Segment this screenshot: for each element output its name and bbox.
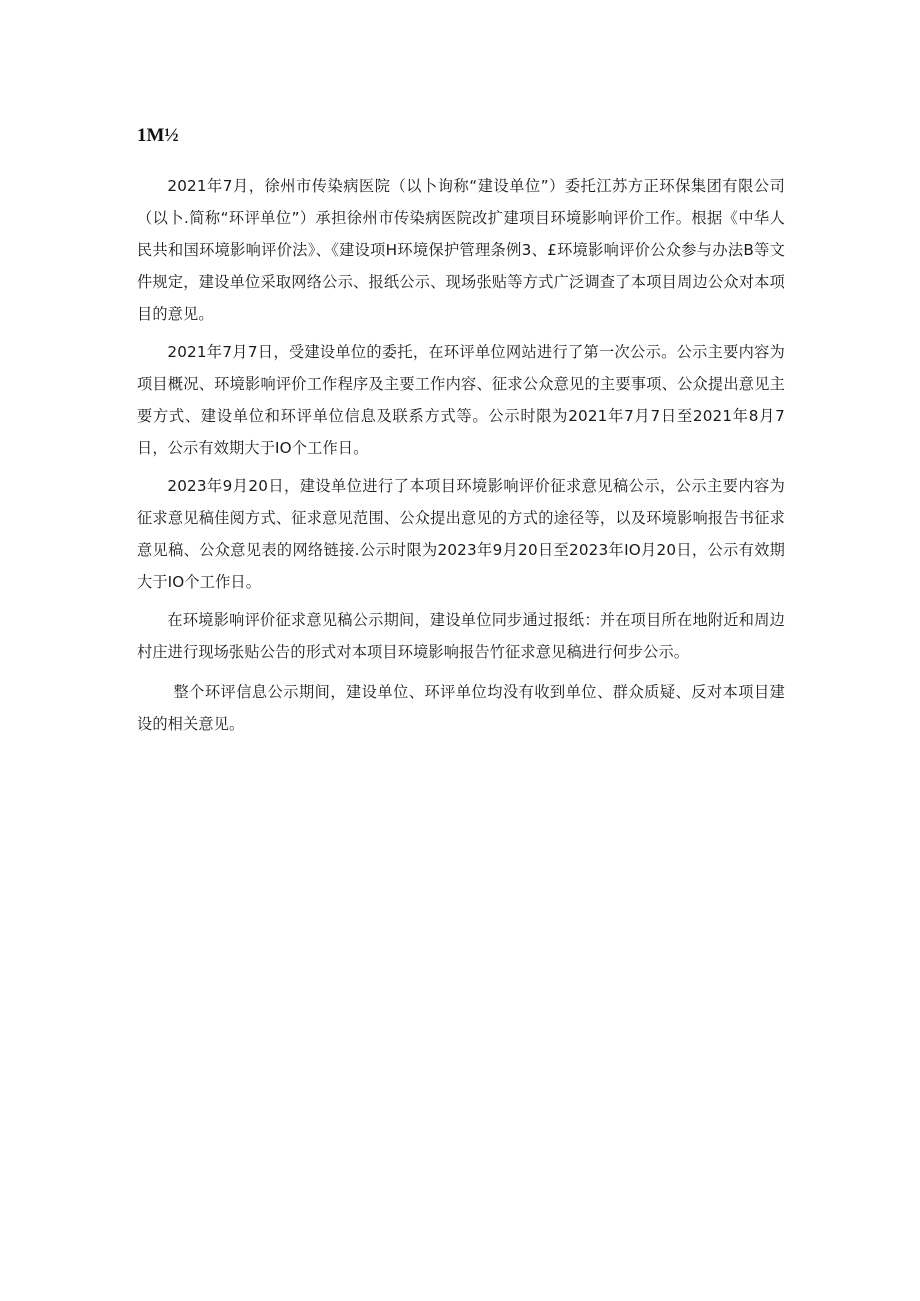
paragraph-first-notice: 2021年7月7日，受建设单位的委托，在环评单位网站进行了第一次公示。公示主要内容为项目概况、环境影响评价工作程序及主要工作内容、征求公众意见的主要事项、公众提出意见主要方式、建设单位和环评单位信息及联系方式等。公示时限为2021年7月7日至2021年8月7日，公示有效期大于IO个工作日。 — [137, 343, 785, 457]
document-body — [137, 170, 785, 746]
paragraph-newspaper-notice: 在环境影响评价征求意见稿公示期间，建设单位同步通过报纸：并在项目所在地附近和周边村庄进行现场张贴公告的形式对本项目环境影响报告竹征求意见稿进行何步公示。 — [137, 611, 785, 661]
section-heading: 1M½ — [137, 125, 179, 146]
paragraph-draft-notice: 2023年9月20日，建设单位进行了本项目环境影响评价征求意见稿公示，公示主要内容为征求意见稿佳阅方式、征求意见范围、公众提出意见的方式的途径等，以及环境影响报告书征求意见稿、公众意见表的网络链接.公示时限为2023年9月20日至2023年IO月20日，公示有效期大于IO个工作日。 — [137, 477, 785, 591]
paragraph-conclusion: 整个环评信息公示期间，建设单位、环评单位均没有收到单位、群众质疑、反对本项目建设的相关意见。 — [137, 683, 785, 733]
paragraph-commission: 2021年7月，徐州市传染病医院（以卜询称“建设单位”）委托江苏方正环保集团有限公司（以卜.简称“环评单位”）承担徐州市传染病医院改扩建项目环境影响评价工作。根据《中华人民共和国环境影响评价法》、《建设项H环境保护管理条例3、£环境影响评价公众参与办法B等文件规定，建设单位采取网络公示、报纸公示、现场张贴等方式广泛调查了本项目周边公众对本项目的意见。 — [137, 177, 785, 323]
